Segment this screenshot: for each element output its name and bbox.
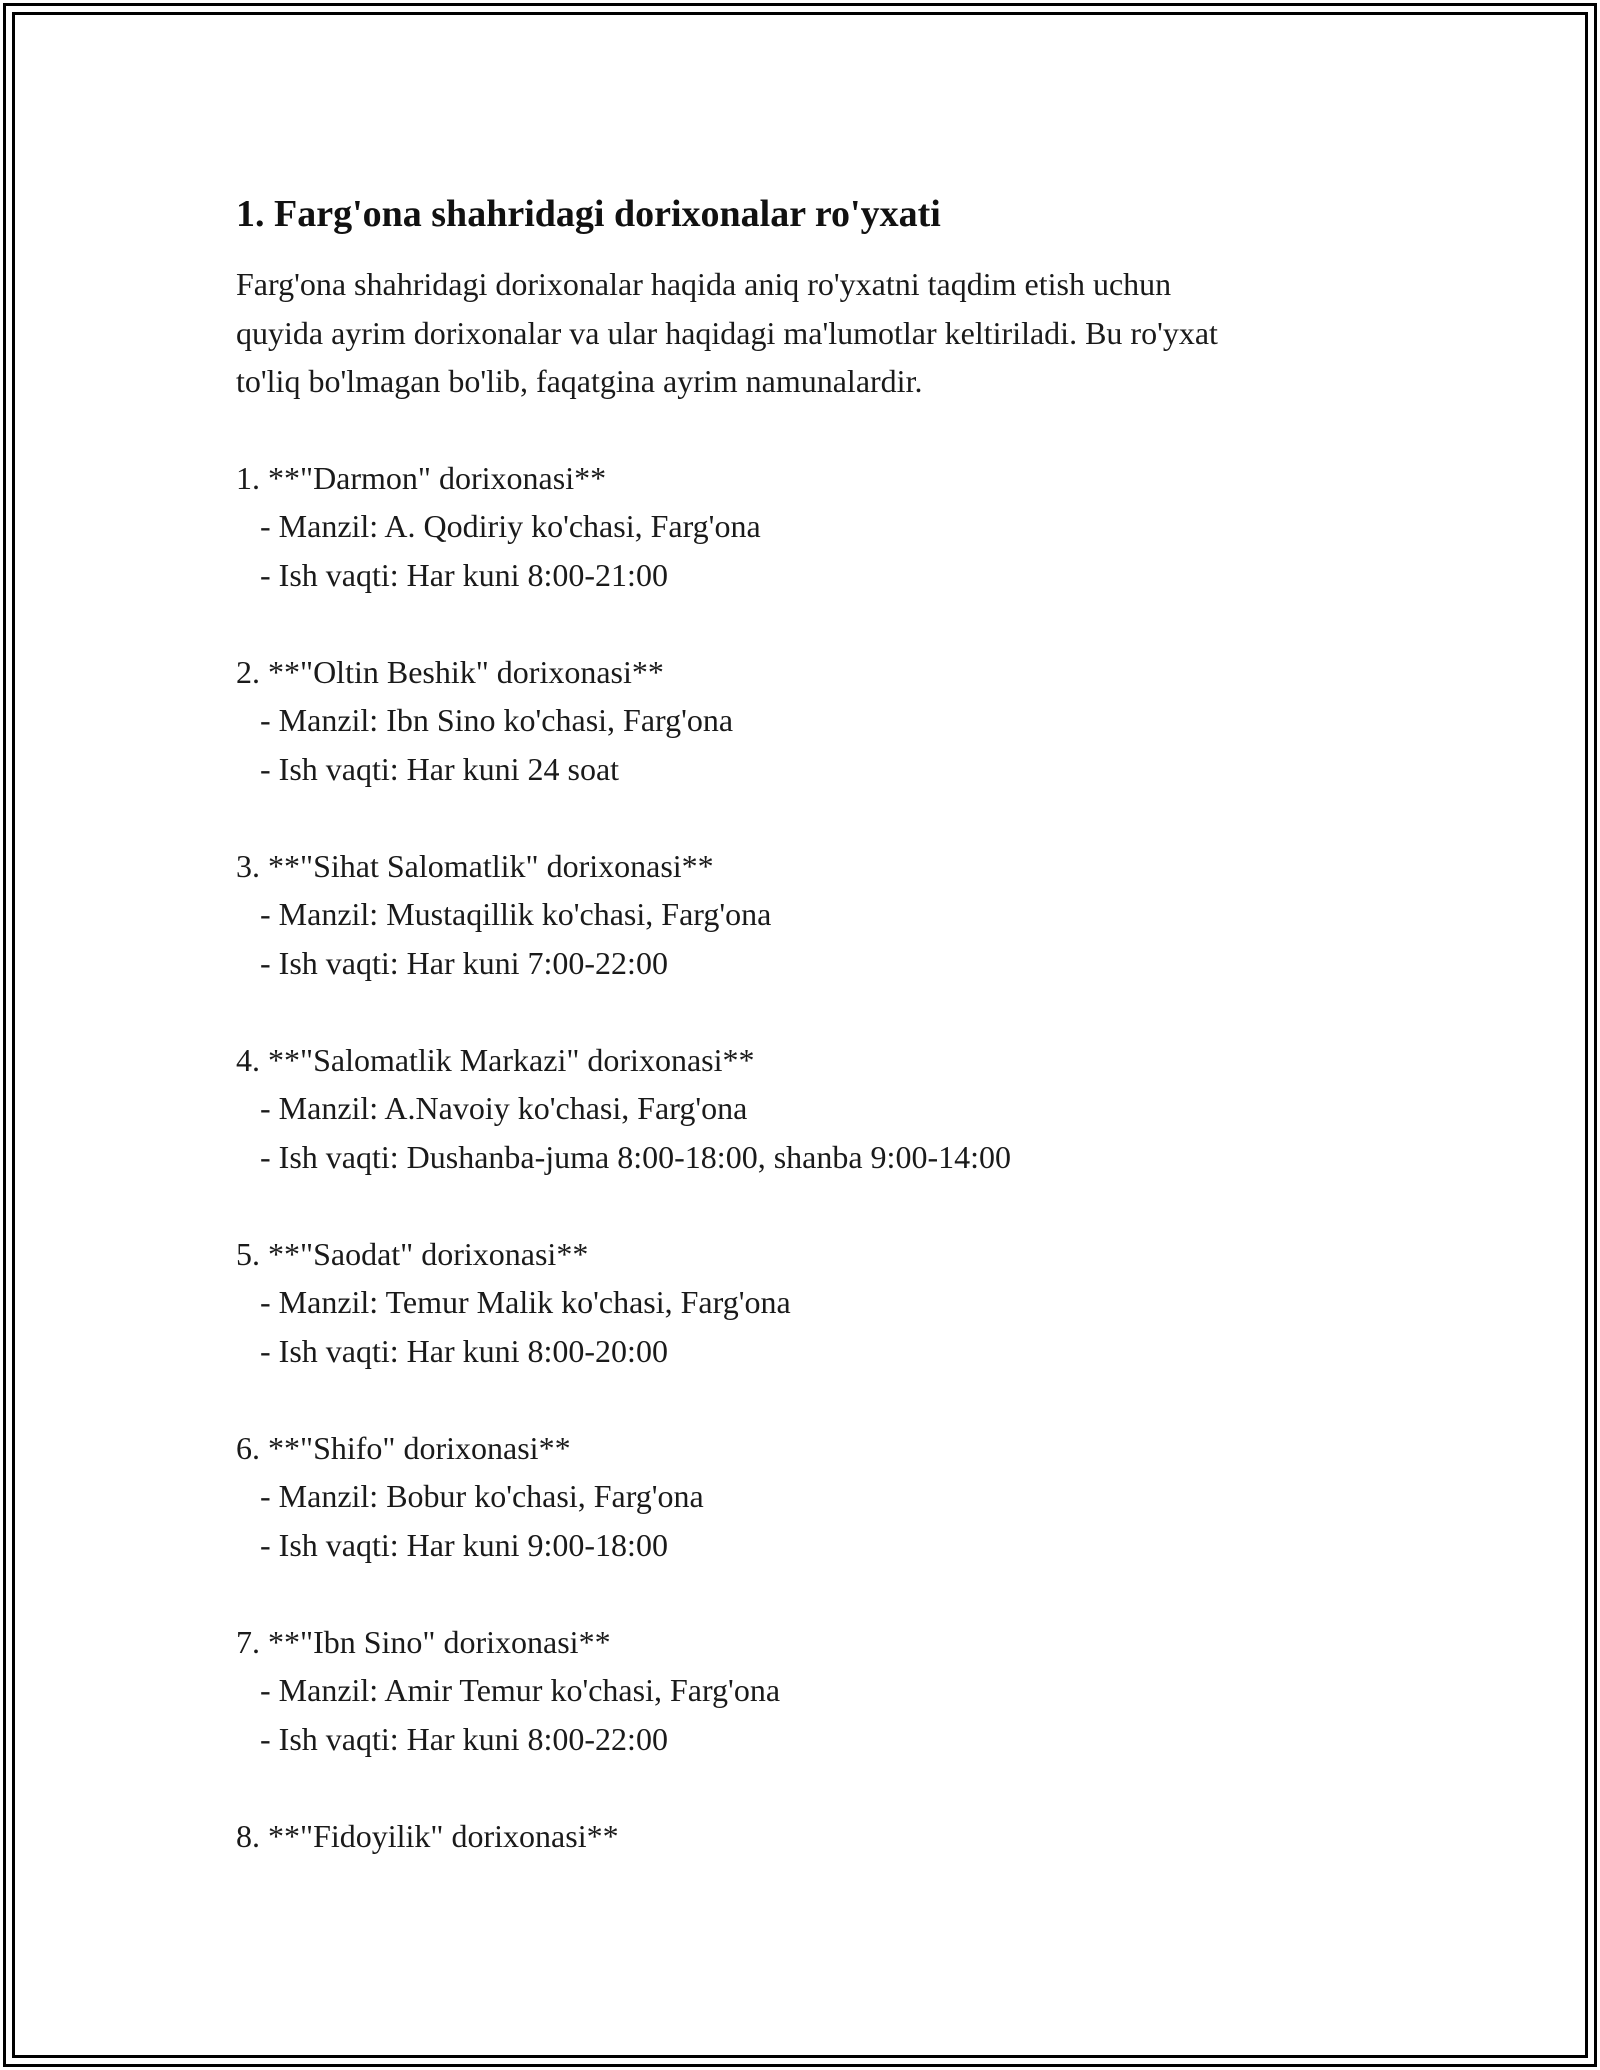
pharmacy-entry-5 bbox=[236, 1230, 1386, 1376]
pharmacy-heading: 8. **"Fidoyilik" dorixonasi** bbox=[236, 1817, 619, 1854]
pharmacy-entry-4 bbox=[236, 1036, 1386, 1182]
pharmacy-hours: - Ish vaqti: Har kuni 7:00-22:00 bbox=[236, 944, 668, 981]
pharmacy-entry-7 bbox=[236, 1618, 1386, 1764]
pharmacy-heading: 4. **"Salomatlik Markazi" dorixonasi** bbox=[236, 1041, 755, 1078]
pharmacy-hours: - Ish vaqti: Har kuni 9:00-18:00 bbox=[236, 1526, 668, 1563]
pharmacy-hours: - Ish vaqti: Har kuni 8:00-22:00 bbox=[236, 1720, 668, 1757]
pharmacy-address: - Manzil: Bobur ko'chasi, Farg'ona bbox=[236, 1478, 704, 1514]
pharmacy-address: - Manzil: A. Qodiriy ko'chasi, Farg'ona bbox=[236, 508, 761, 544]
pharmacy-hours: - Ish vaqti: Har kuni 24 soat bbox=[236, 750, 620, 787]
pharmacy-address: - Manzil: Ibn Sino ko'chasi, Farg'ona bbox=[236, 702, 734, 738]
document-title: 1. Farg'ona shahridagi dorixonalar ro'yxati bbox=[236, 193, 941, 235]
document-body bbox=[236, 190, 1386, 1909]
pharmacy-heading: 6. **"Shifo" dorixonasi** bbox=[236, 1429, 571, 1466]
pharmacy-heading: 2. **"Oltin Beshik" dorixonasi** bbox=[236, 653, 664, 690]
pharmacy-entry-6 bbox=[236, 1424, 1386, 1570]
intro-paragraph: Farg'ona shahridagi dorixonalar haqida aniq ro'yxatni taqdim etish uchun quyida ayrim dorixonalar va ular haqidagi ma'lumotlar keltiriladi. Bu ro'yxat to'liq bo'lmagan bo'lib, faqatgina ayrim namunalardir. bbox=[236, 266, 1218, 399]
pharmacy-entry-2 bbox=[236, 648, 1386, 794]
pharmacy-heading: 3. **"Sihat Salomatlik" dorixonasi** bbox=[236, 847, 714, 884]
pharmacy-hours: - Ish vaqti: Dushanba-juma 8:00-18:00, shanba 9:00-14:00 bbox=[236, 1138, 1011, 1175]
pharmacy-heading: 1. **"Darmon" dorixonasi** bbox=[236, 459, 607, 496]
pharmacy-address: - Manzil: Mustaqillik ko'chasi, Farg'ona bbox=[236, 896, 772, 932]
pharmacy-hours: - Ish vaqti: Har kuni 8:00-20:00 bbox=[236, 1332, 668, 1369]
pharmacy-address: - Manzil: Temur Malik ko'chasi, Farg'ona bbox=[236, 1284, 791, 1320]
pharmacy-heading: 7. **"Ibn Sino" dorixonasi** bbox=[236, 1623, 611, 1660]
pharmacy-entry-8 bbox=[236, 1812, 1386, 1861]
pharmacy-entry-1 bbox=[236, 454, 1386, 600]
pharmacy-address: - Manzil: A.Navoiy ko'chasi, Farg'ona bbox=[236, 1090, 748, 1126]
pharmacy-hours: - Ish vaqti: Har kuni 8:00-21:00 bbox=[236, 556, 668, 593]
pharmacy-entry-3 bbox=[236, 842, 1386, 988]
pharmacy-address: - Manzil: Amir Temur ko'chasi, Farg'ona bbox=[236, 1672, 781, 1708]
pharmacy-heading: 5. **"Saodat" dorixonasi** bbox=[236, 1235, 589, 1272]
